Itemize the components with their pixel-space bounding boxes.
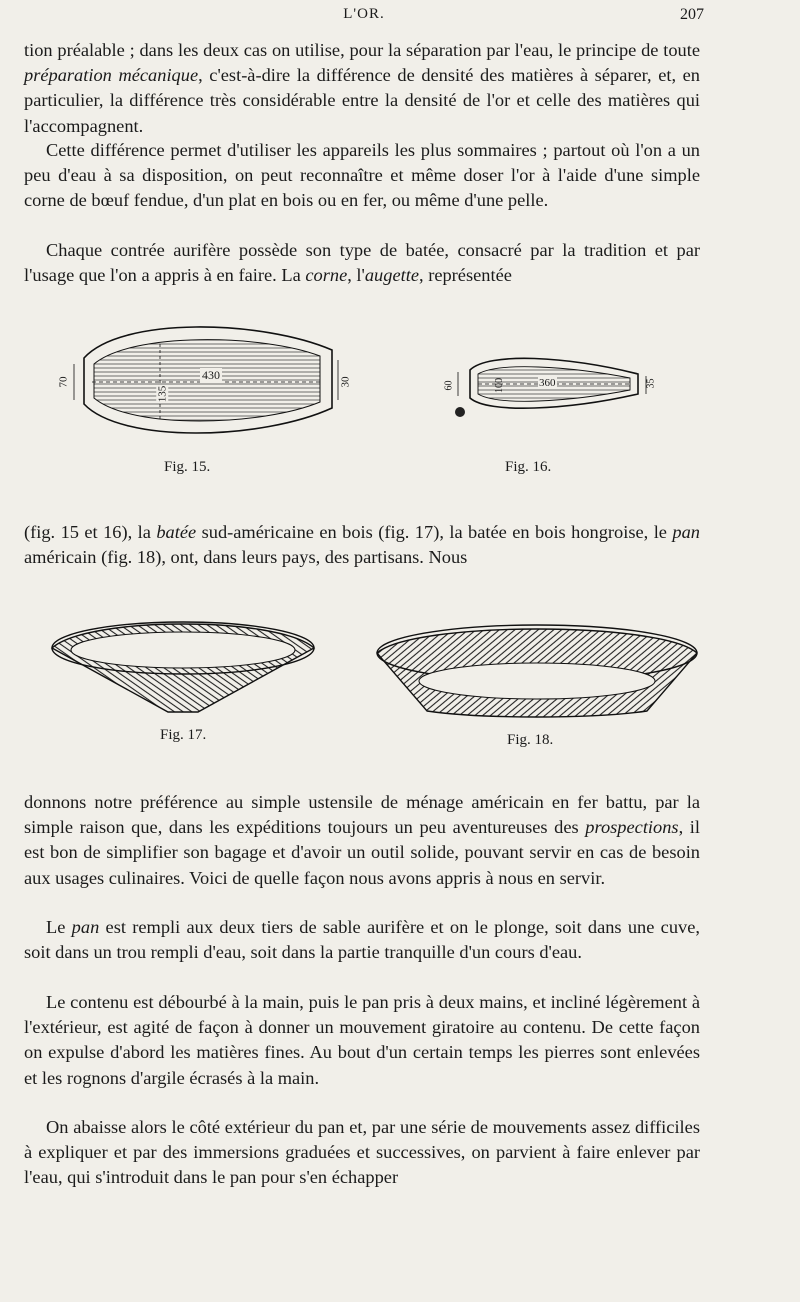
- fig16-caption: Fig. 16.: [505, 459, 552, 475]
- paragraph-7: [24, 990, 700, 1091]
- paragraph-6: [24, 915, 700, 965]
- fig15-caption: Fig. 15.: [164, 459, 211, 475]
- text-run: On abaisse alors le côté extérieur du pan et, par une série de mouvements assez difficiles à expliquer et par des immersions graduées et successives, on parvient à faire enlever par l'eau, qui s'introduit dans le pan pour s'en échapper: [24, 1117, 700, 1188]
- running-title: L'OR.: [343, 6, 385, 22]
- text-run: donnons notre préférence au simple ustensile de ménage américain en fer battu, par la simple raison que, dans les expéditions toujours un peu aventureuses des: [24, 792, 700, 838]
- italic-term: préparation mécanique: [24, 65, 199, 86]
- text-run: (fig. 15 et 16), la: [24, 522, 157, 542]
- figure-17-batea-drawing: [48, 608, 318, 720]
- text-run: , il est bon de simplifier son bagage et d'avoir un outil solide, pouvant servir en cas de besoin aux usages culinaires. Voici de quelle façon nous avons appris à nous en servir.: [24, 817, 701, 888]
- fig18-caption: Fig. 18.: [507, 732, 554, 748]
- fig15-right-dim-label: 30: [339, 376, 352, 388]
- text-run: sud-américaine en bois (fig. 17), la batée en bois hongroise, le: [196, 522, 673, 542]
- text-run: Cette différence permet d'utiliser les appareils les plus sommaires ; partout où l'on a un peu d'eau à sa disposition, on peut reconnaître et même doser l'or à l'aide d'une simple corne de bœuf fendue, d'un plat en bois ou en fer, ou même d'une pelle.: [24, 140, 700, 211]
- fig15-width-label: 135: [156, 385, 169, 403]
- paragraph-8: [24, 1115, 700, 1191]
- text-run: est rempli aux deux tiers de sable aurifère et on le plonge, soit dans une cuve, soit dans un trou rempli d'eau, soit dans la partie tranquille d'un cours d'eau.: [24, 917, 700, 963]
- paragraph-4: [24, 520, 700, 570]
- fig16-width-label: 100: [494, 378, 505, 393]
- italic-term: pan: [71, 917, 100, 937]
- italic-term: prospections: [585, 817, 679, 838]
- fig17-caption: Fig. 17.: [160, 727, 207, 743]
- text-run: Le contenu est débourbé à la main, puis le pan pris à deux mains, et incliné légèrement à l'extérieur, est agité de façon à donner un mouvement giratoire au contenu. De cette façon on expulse d'abord les matières fines. Au bout d'un certain temps les pierres sont enlevées et les rognons d'argile écrasés à la main.: [24, 992, 700, 1088]
- italic-term: corne: [305, 265, 348, 286]
- text-run: tion préalable ; dans les deux cas on utilise, pour la séparation par l'eau, le principe de toute: [24, 40, 700, 60]
- running-header: [24, 6, 704, 28]
- fig16-length-label: 360: [539, 377, 556, 389]
- paragraph-3: [24, 238, 700, 288]
- fig15-length-label: 430: [202, 368, 220, 382]
- italic-term: augette: [364, 265, 419, 286]
- figure-18-pan-drawing: [373, 615, 701, 717]
- italic-term: batée: [156, 522, 197, 542]
- text-run: , l': [347, 265, 365, 286]
- fig16-left-dim-label: 60: [443, 380, 455, 391]
- text-run: américain (fig. 18), ont, dans leurs pays, des partisans. Nous: [24, 547, 468, 568]
- paragraph-5: [24, 790, 700, 891]
- paragraph-1: [24, 38, 700, 139]
- fig16-right-dim-label: 35: [645, 378, 657, 389]
- fig15-left-dim-label: 70: [57, 376, 70, 388]
- italic-term: pan: [672, 522, 700, 542]
- text-run: , c'est-à-dire la différence de densité des matières à séparer, et, en particulier, la différence très considérable entre la densité de l'or et celle des matières qui l'accompagnent.: [24, 65, 701, 136]
- paragraph-2: [24, 138, 700, 214]
- text-run: Chaque contrée aurifère possède son type de batée, consacré par la tradition et par l'usage que l'on a appris à en faire. La: [24, 240, 700, 286]
- text-run: Le: [46, 917, 72, 937]
- text-run: , représentée: [419, 265, 512, 286]
- page-number: 207: [680, 6, 704, 23]
